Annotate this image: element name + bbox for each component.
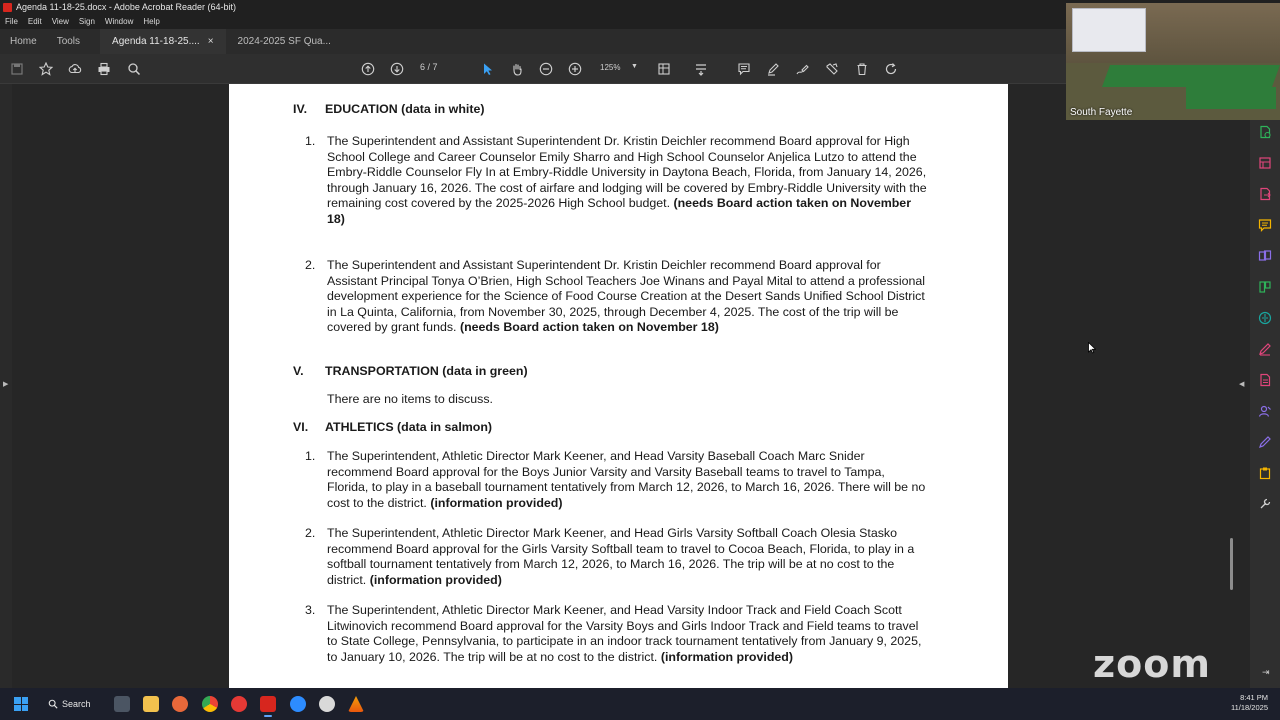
vertical-scrollbar[interactable]: [1230, 538, 1233, 590]
tab-tools[interactable]: Tools: [56, 36, 81, 47]
tab-home[interactable]: Home: [10, 36, 37, 47]
scroll-mode-icon[interactable]: [692, 60, 710, 78]
tab-document-quarterly[interactable]: 2024-2025 SF Qua...: [237, 36, 331, 47]
chrome-icon[interactable]: [202, 696, 218, 712]
taskbar-clock[interactable]: [1231, 693, 1268, 713]
agenda-item-athletics-3: 3. The Superintendent, Athletic Director Mark Keener, and Head Varsity Indoor Track and Field Coach Scott Litwinovich recommend Board approval for the Varsity Boys and Girls Indoor Track and Field teams to travel to State College, Pennsylvania, to participate in an indoor track tournament tentatively from January 9, 2025, to January 10, 2026. The trip will be at no cost to the district. (information provided): [305, 603, 922, 664]
star-icon[interactable]: [37, 60, 55, 78]
taskbar-search-label: Search: [62, 699, 91, 709]
zoom-out-icon[interactable]: [537, 60, 555, 78]
section-heading-transportation: V. TRANSPORTATION (data in green): [293, 364, 528, 378]
search-icon[interactable]: [125, 60, 143, 78]
pdf-page: [229, 84, 1008, 688]
save-icon[interactable]: [8, 60, 26, 78]
delete-icon[interactable]: [853, 60, 871, 78]
agenda-item-athletics-2: 2. The Superintendent, Athletic Director Mark Keener, and Head Girls Varsity Softball Coach Olesia Stasko recommend Board approval for the Girls Varsity Softball team to travel to Cocoa Beach, Florida, to play in a softball tournament tentatively from March 12, 2026, to March 16, 2026. The trip will be at no cost to the district. (information provided): [305, 526, 915, 587]
search-icon: [48, 699, 58, 709]
page-indicator[interactable]: 6 / 7: [420, 62, 438, 72]
stamp-tools-icon[interactable]: [823, 60, 841, 78]
agenda-item-athletics-1: 1. The Superintendent, Athletic Director Mark Keener, and Head Varsity Baseball Coach Marc Snider recommend Board approval for the Boys Junior Varsity and Varsity Baseball teams to travel to Tampa, Florida, to play in a baseball tournament tentatively from March 12, 2026, to March 16, 2026. There will be no cost to the district. (information provided): [305, 449, 926, 510]
fill-sign-icon[interactable]: [1258, 342, 1272, 356]
expand-panel-icon[interactable]: ⇥: [1262, 667, 1270, 677]
taskbar-time: 8:41 PM: [1240, 693, 1268, 702]
window-title: Agenda 11-18-25.docx - Adobe Acrobat Reader (64-bit): [16, 2, 236, 12]
request-signatures-icon[interactable]: [1258, 404, 1272, 418]
clock-app-icon[interactable]: [319, 696, 335, 712]
sign-pen-icon[interactable]: [1258, 435, 1272, 449]
zoom-in-icon[interactable]: [566, 60, 584, 78]
mouse-pointer-icon: [1088, 342, 1096, 354]
section-heading-education: IV. EDUCATION (data in white): [293, 102, 485, 116]
page-fit-icon[interactable]: [655, 60, 673, 78]
menu-view[interactable]: View: [51, 17, 69, 26]
edit-pdf-icon[interactable]: [1258, 156, 1272, 170]
more-tools-icon[interactable]: [1258, 497, 1272, 511]
board-table: [1102, 65, 1280, 87]
rotate-icon[interactable]: [882, 60, 900, 78]
protect-icon[interactable]: [1258, 466, 1272, 480]
right-tools-rail: [1250, 120, 1280, 688]
file-explorer-icon[interactable]: [143, 696, 159, 712]
chevron-right-icon[interactable]: ▶: [3, 381, 9, 388]
zoom-watermark: zoom: [1093, 642, 1211, 686]
compress-icon[interactable]: [1258, 311, 1272, 325]
tab-document-agenda-label: Agenda 11-18-25....: [112, 36, 200, 47]
cloud-upload-icon[interactable]: [66, 60, 84, 78]
windows-start-icon[interactable]: [14, 697, 28, 711]
close-tab-icon[interactable]: ×: [207, 36, 214, 47]
projector-screen: [1072, 8, 1146, 52]
agenda-item-education-1: 1. The Superintendent and Assistant Superintendent Dr. Kristin Deichler recommend Board approval for High School College and Career Counselor Emily Sharro and High School Counselor Anjelica Lutzo to attend the Embry-Riddle Counselor Fly In at Embry-Riddle University in Daytona Beach, Florida, from January 14, 2026, through January 16, 2026. The cost of airfare and lodging will be covered by Embry-Riddle University with the remaining cost covered by the 2025-2026 High School budget. (needs Board action taken on November 18): [305, 134, 927, 226]
menu-file[interactable]: File: [5, 17, 18, 26]
create-pdf-icon[interactable]: [1258, 125, 1272, 139]
left-panel-toggle[interactable]: [0, 84, 12, 688]
taskbar-search[interactable]: [48, 696, 91, 712]
organize-pages-icon[interactable]: [1258, 280, 1272, 294]
acrobat-app-icon: [3, 3, 12, 12]
acrobat-taskbar-icon[interactable]: [260, 696, 276, 712]
firefox-icon[interactable]: [172, 696, 188, 712]
next-page-icon[interactable]: [388, 60, 406, 78]
chevron-left-icon[interactable]: ◀: [1239, 381, 1245, 388]
menu-window[interactable]: Window: [104, 17, 134, 26]
zoom-taskbar-icon[interactable]: [290, 696, 306, 712]
comment-icon[interactable]: [735, 60, 753, 78]
zoom-level-select[interactable]: 125%: [600, 63, 621, 72]
section-heading-athletics: VI. ATHLETICS (data in salmon): [293, 420, 493, 434]
menu-sign[interactable]: Sign: [78, 17, 95, 26]
menu-edit[interactable]: Edit: [27, 17, 42, 26]
combine-files-icon[interactable]: [1258, 249, 1272, 263]
previous-page-icon[interactable]: [359, 60, 377, 78]
tab-document-agenda[interactable]: [100, 29, 226, 54]
draw-signature-icon[interactable]: [793, 60, 811, 78]
hand-tool-icon[interactable]: [508, 60, 526, 78]
app-red-icon[interactable]: [231, 696, 247, 712]
zoom-video-thumbnail[interactable]: [1066, 3, 1280, 120]
highlight-pen-icon[interactable]: [764, 60, 782, 78]
board-table-front: [1186, 87, 1276, 109]
windows-taskbar: [0, 688, 1280, 720]
scan-ocr-icon[interactable]: [1258, 373, 1272, 387]
export-pdf-icon[interactable]: [1258, 187, 1272, 201]
menu-help[interactable]: Help: [143, 17, 160, 26]
comment-tool-icon[interactable]: [1258, 218, 1272, 232]
transportation-note: There are no items to discuss.: [327, 392, 493, 406]
taskbar-date: 11/18/2025: [1231, 703, 1268, 712]
task-view-icon[interactable]: [114, 696, 130, 712]
participant-name: South Fayette: [1070, 107, 1133, 118]
chevron-down-icon[interactable]: ▼: [631, 63, 638, 70]
select-cursor-icon[interactable]: [479, 60, 497, 78]
print-icon[interactable]: [95, 60, 113, 78]
agenda-item-education-2: 2. The Superintendent and Assistant Superintendent Dr. Kristin Deichler recommend Board approval for Assistant Principal Tonya O’Brien, High School Teachers Joe Winans and Payal Mital to attend a professional development experience for the Science of Food Course Creation at the Desert Sands Unified School District in La Quinta, California, from November 30, 2025, through December 4, 2025. The cost of the trip will be covered by grant funds. (needs Board action taken on November 18): [305, 258, 926, 334]
